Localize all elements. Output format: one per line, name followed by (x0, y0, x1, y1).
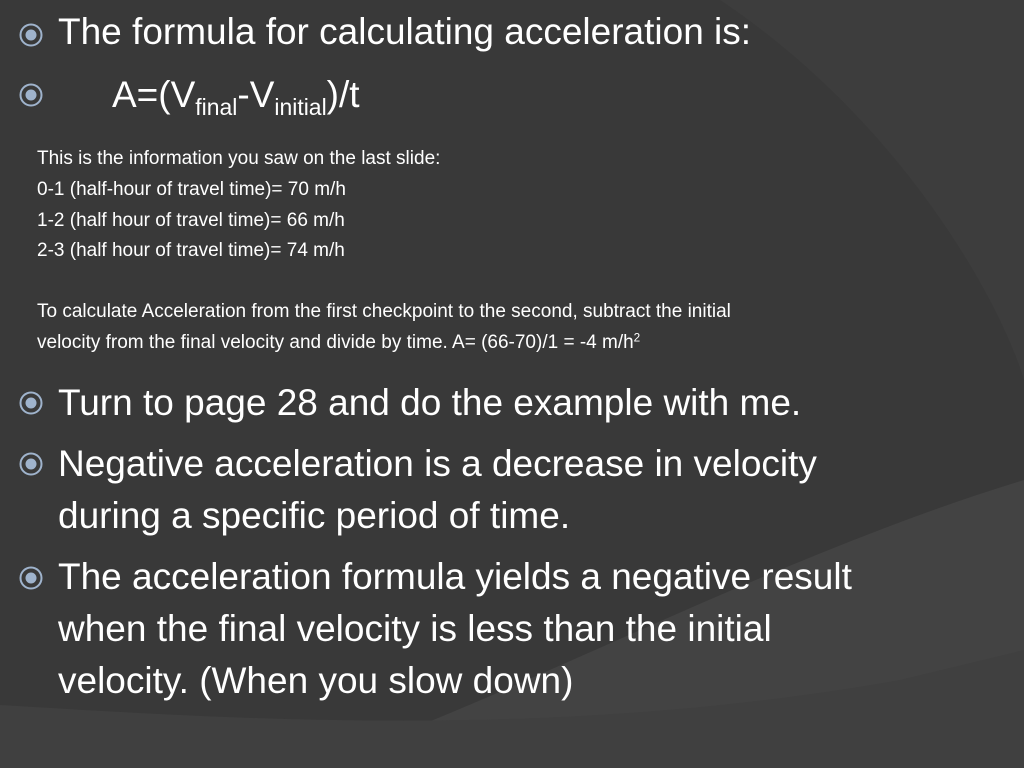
info-line-2: 0-1 (half-hour of travel time)= 70 m/h (37, 179, 346, 200)
bullet-1-icon (18, 22, 44, 48)
calc-line-1: To calculate Acceleration from the first checkpoint to the second, subtract the initial (37, 301, 731, 322)
bullet-2-icon (18, 82, 44, 108)
bullet-5-line-1: The acceleration formula yields a negative result (58, 556, 852, 597)
bullet-3-text: Turn to page 28 and do the example with me. (58, 382, 802, 423)
formula (112, 68, 360, 121)
info-line-3: 1-2 (half hour of travel time)= 66 m/h (37, 210, 345, 231)
formula-mid: -V (237, 74, 275, 115)
formula-initial-subscript: initial (274, 94, 327, 121)
calc-superscript: 2 (633, 331, 641, 345)
bullet-5-icon (18, 565, 44, 591)
bullet-4-line-2: during a specific period of time. (58, 495, 571, 536)
bullet-3-icon (18, 390, 44, 416)
bullet-5-line-2: when the final velocity is less than the initial (58, 608, 772, 649)
bullet-1-text: The formula for calculating acceleration is: (58, 11, 752, 52)
info-line-1: This is the information you saw on the last slide: (37, 148, 441, 169)
formula-suffix: )/t (326, 74, 360, 115)
calc-line-2 (37, 327, 640, 358)
calc-line-2-text: velocity from the final velocity and divide by time. A= (66-70)/1 = -4 m/h (37, 332, 634, 353)
info-line-4: 2-3 (half hour of travel time)= 74 m/h (37, 240, 345, 261)
formula-final-subscript: final (195, 94, 238, 121)
bullet-4-icon (18, 451, 44, 477)
formula-prefix: A=(V (112, 74, 196, 115)
bullet-5-line-3: velocity. (When you slow down) (58, 660, 574, 701)
bullet-4-line-1: Negative acceleration is a decrease in velocity (58, 443, 817, 484)
